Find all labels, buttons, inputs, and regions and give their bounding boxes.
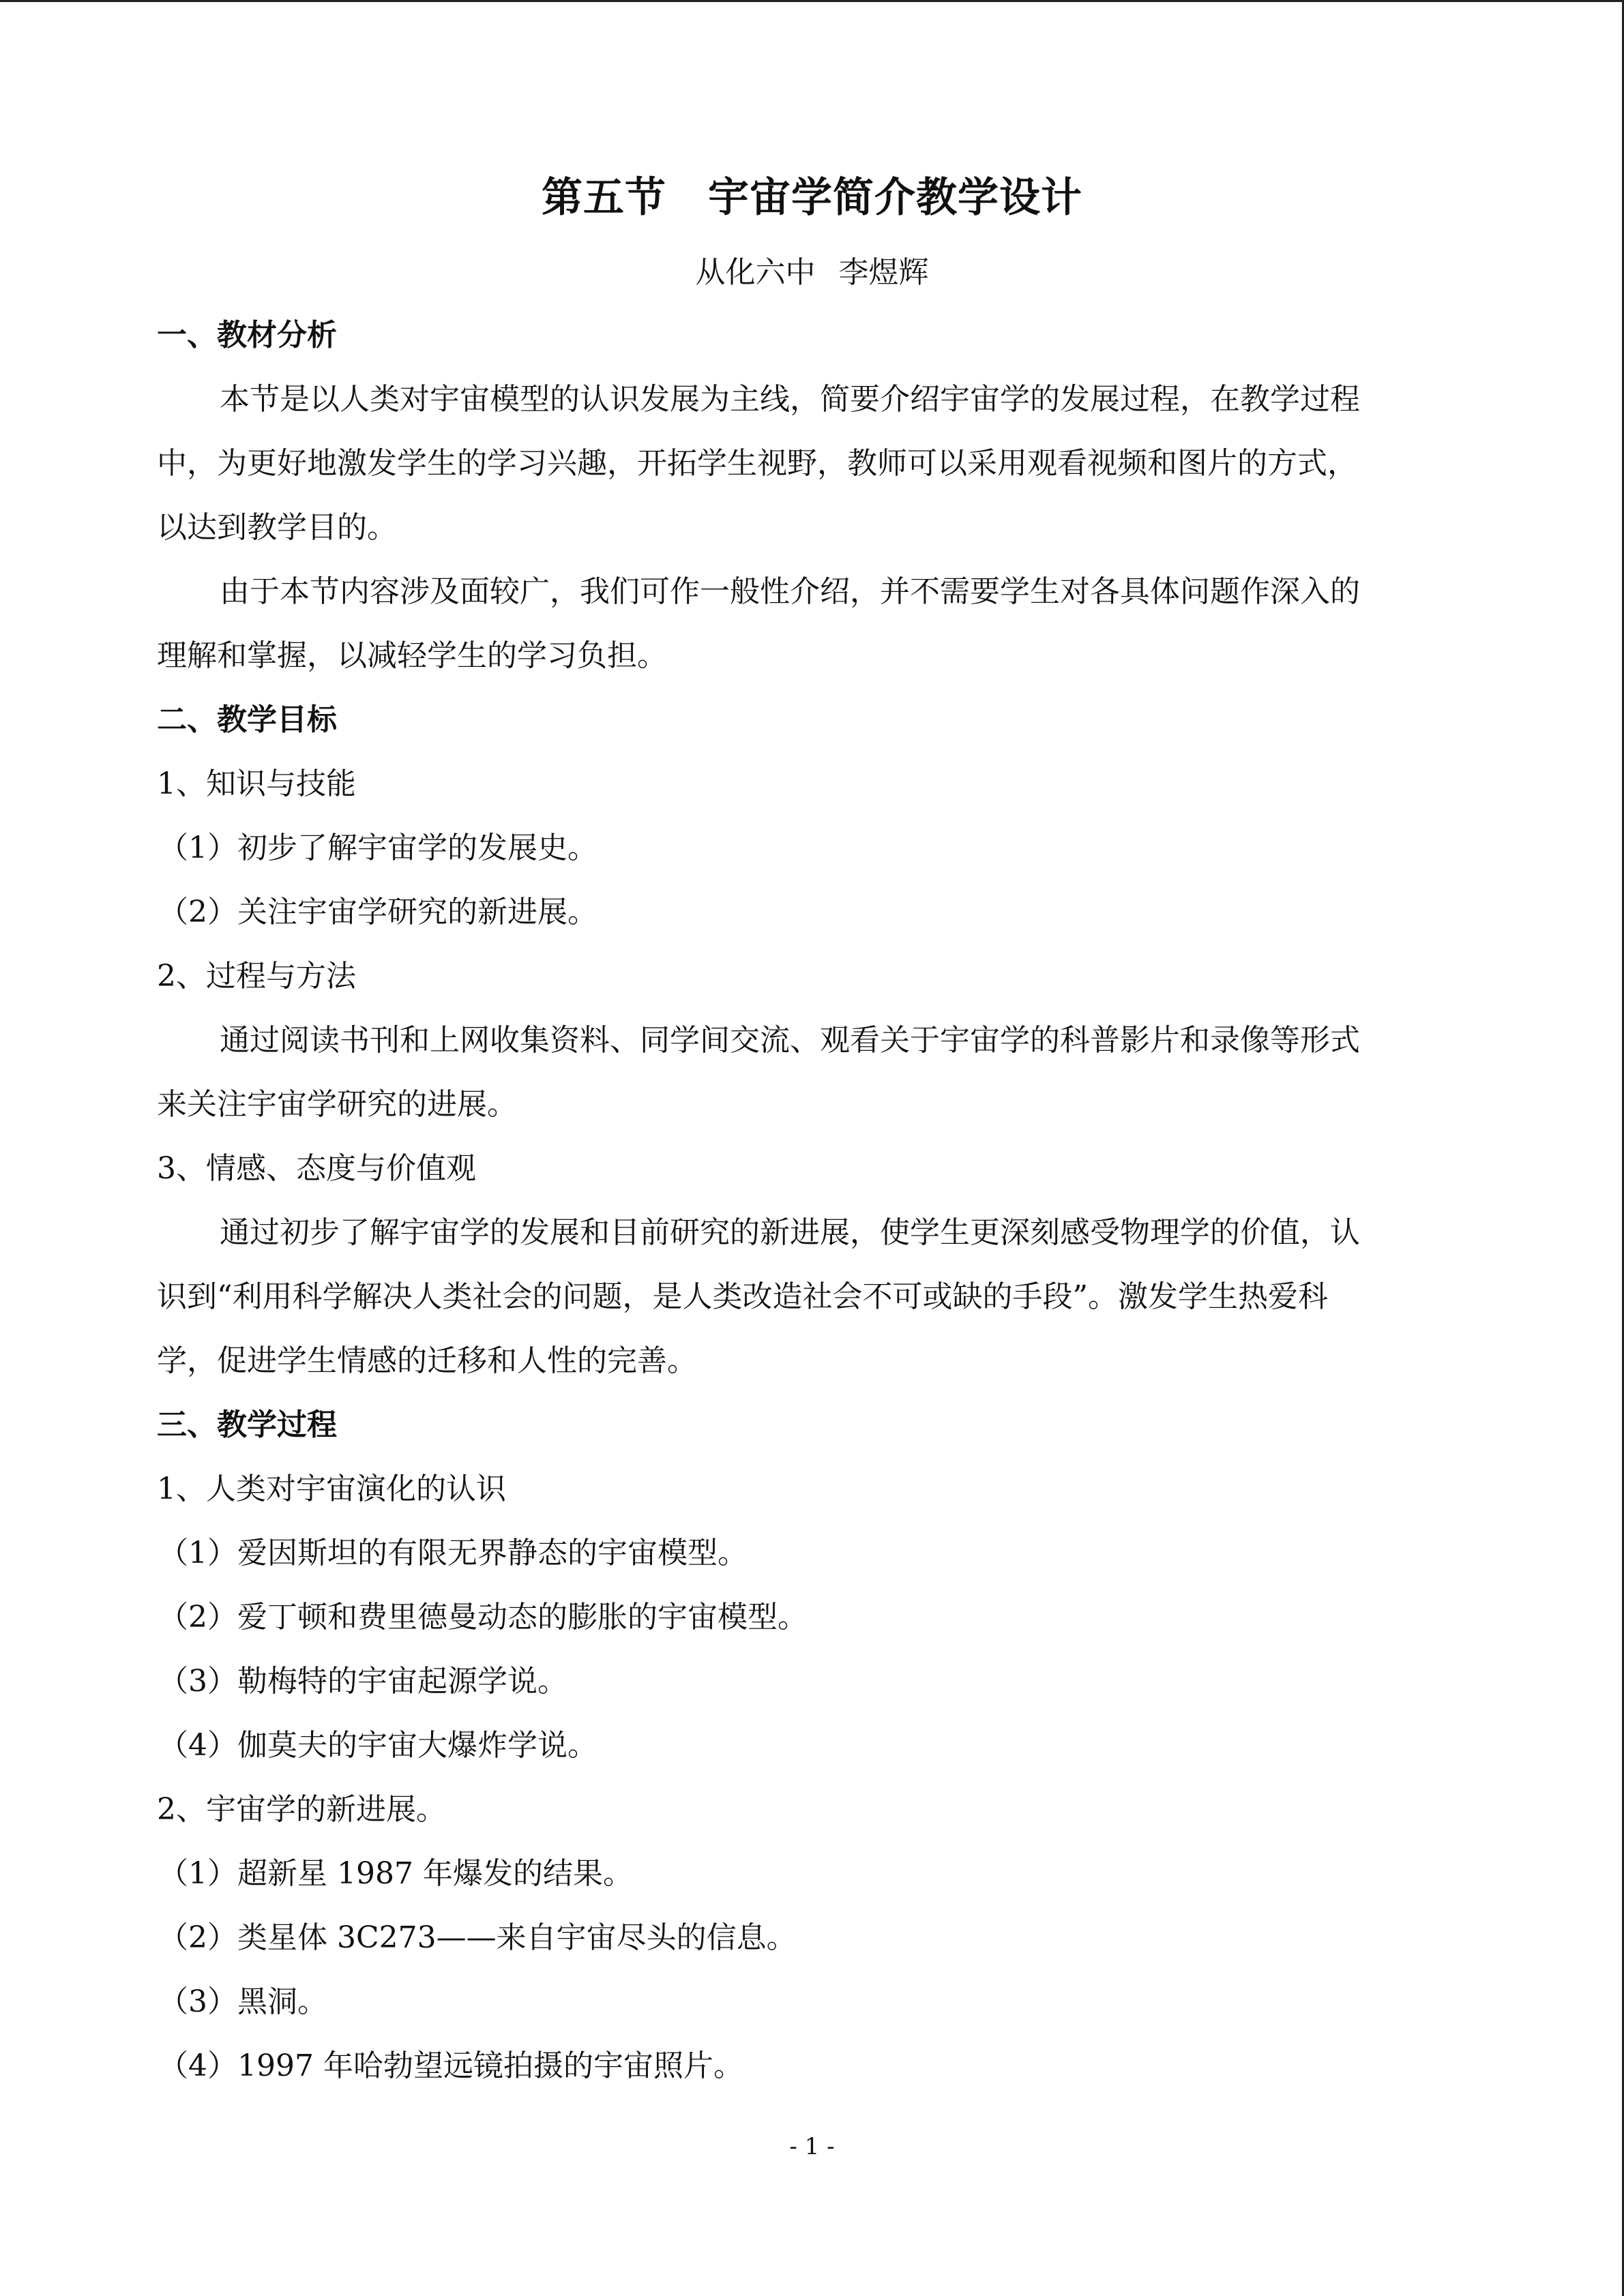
list-item: （1）超新星 1987 年爆发的结果。 [158, 1856, 633, 1891]
list-item: （2）爱丁顿和费里德曼动态的膨胀的宇宙模型。 [158, 1600, 808, 1635]
author-line: 从化六中 李煜辉 [695, 255, 929, 290]
paragraph-line: 来关注宇宙学研究的进展。 [157, 1087, 517, 1122]
page-number: - 1 - [789, 2133, 835, 2160]
paragraph-line: 识到“利用科学解决人类社会的问题，是人类改造社会不可或缺的手段”。激发学生热爱科 [157, 1279, 1328, 1314]
subheading: 3、情感、态度与价值观 [157, 1151, 476, 1186]
paragraph-line: 以达到教学目的。 [157, 510, 397, 545]
list-item: （4）伽莫夫的宇宙大爆炸学说。 [158, 1728, 597, 1763]
paragraph-line: 通过阅读书刊和上网收集资料、同学间交流、观看关于宇宙学的科普影片和录像等形式 [220, 1023, 1360, 1058]
paragraph-line: 本节是以人类对宇宙模型的认识发展为主线，简要介绍宇宙学的发展过程，在教学过程 [220, 382, 1360, 417]
list-item: （1）初步了解宇宙学的发展史。 [158, 831, 597, 865]
page-border-top [0, 0, 1624, 2]
list-item: （2）关注宇宙学研究的新进展。 [158, 895, 597, 929]
subheading: 2、宇宙学的新进展。 [157, 1792, 446, 1827]
subheading: 1、人类对宇宙演化的认识 [157, 1472, 506, 1506]
section-heading-1: 一、教材分析 [157, 318, 337, 353]
list-item: （3）黑洞。 [158, 1984, 327, 2019]
list-item: （1）爱因斯坦的有限无界静态的宇宙模型。 [158, 1536, 748, 1570]
paragraph-line: 通过初步了解宇宙学的发展和目前研究的新进展，使学生更深刻感受物理学的价值，认 [220, 1215, 1360, 1250]
list-item: （4）1997 年哈勃望远镜拍摄的宇宙照片。 [158, 2048, 743, 2083]
paragraph-line: 理解和掌握，以减轻学生的学习负担。 [157, 638, 667, 673]
page-title: 第五节 宇宙学简介教学设计 [542, 174, 1082, 222]
subheading: 2、过程与方法 [157, 959, 356, 994]
subheading: 1、知识与技能 [157, 766, 356, 801]
section-heading-2: 二、教学目标 [157, 702, 337, 737]
list-item: （2）类星体 3C273——来自宇宙尽头的信息。 [158, 1920, 797, 1955]
list-item: （3）勒梅特的宇宙起源学说。 [158, 1664, 567, 1699]
section-heading-3: 三、教学过程 [157, 1407, 337, 1442]
paragraph-line: 学，促进学生情感的迁移和人性的完善。 [157, 1343, 697, 1378]
paragraph-line: 中，为更好地激发学生的学习兴趣，开拓学生视野，教师可以采用观看视频和图片的方式， [157, 446, 1357, 481]
paragraph-line: 由于本节内容涉及面较广，我们可作一般性介绍，并不需要学生对各具体问题作深入的 [220, 574, 1360, 609]
